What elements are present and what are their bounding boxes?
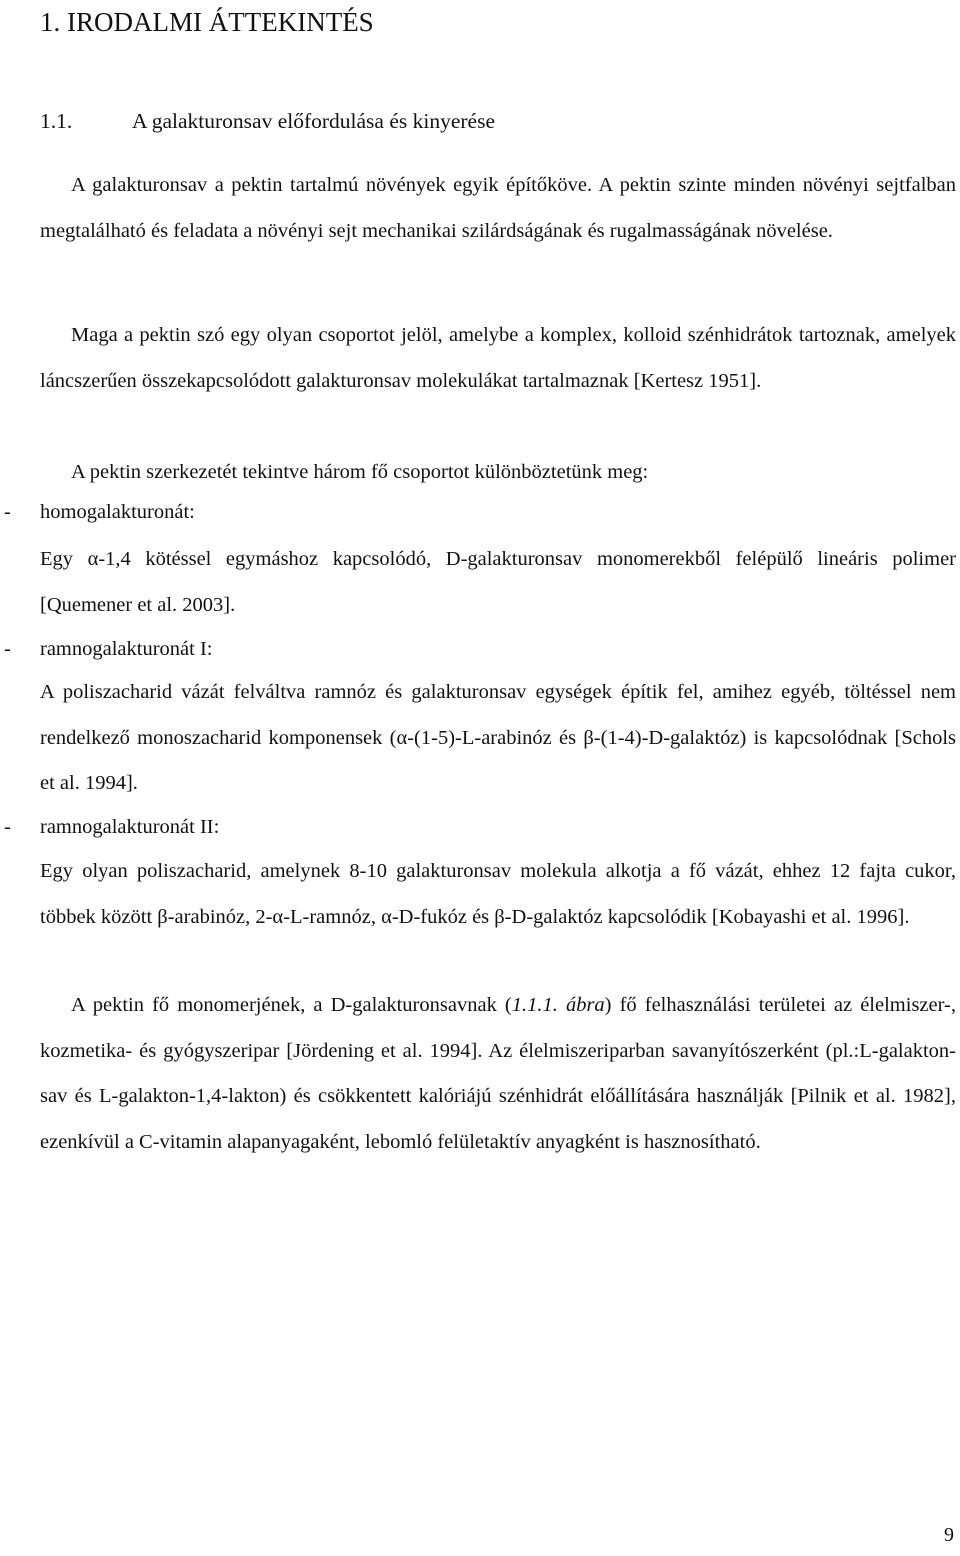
paragraph-text: ) fő felhasználási területei az élelmiszer-, kozmetika- és gyógyszeripar [Jördening et al. 1994]. Az élelmiszeriparban savanyítószerként (pl.:L-galakton-sav és L-galakton-1,4-lakton) és csökkentett kalóriájú szénhidrát előállítására használják [Pilnik et al. 1982], ezenkívül a C-vitamin alapanyagaként, lebomló felületaktív anyagként is hasznosítható. [40,994,956,1153]
list-dash: - [4,816,11,838]
section-heading [40,106,495,136]
list-item-label: ramnogalakturonát I: [40,638,213,660]
section-title: A galakturonsav előfordulása és kinyerése [132,109,495,133]
paragraph-definition: Maga a pektin szó egy olyan csoportot jelöl, amelybe a komplex, kolloid szénhidrátok tartoznak, amelyek láncszerűen összekapcsolódott galakturonsav molekulákat tartalmaznak [Kertesz 1951]. [40,324,956,392]
page-number: 9 [944,1524,954,1546]
list-item-label: homogalakturonát: [40,501,195,523]
list-item-label: ramnogalakturonát II: [40,816,220,838]
figure-reference: 1.1.1. ábra [511,994,605,1016]
list-item-text: A poliszacharid vázát felváltva ramnóz és galakturonsav egységek építik fel, amihez egyéb, töltéssel nem rendelkező monoszacharid komponensek (α-(1-5)-L-arabinóz és β-(1-4)-D-galaktóz) is kapcsolódnak [Schols et al. 1994]. [40,681,956,794]
chapter-heading: 1. IRODALMI ÁTTEKINTÉS [40,7,374,37]
paragraph-text: A pektin fő monomerjének, a D-galakturonsavnak ( [71,994,512,1016]
section-number: 1.1. [40,109,73,133]
list-item-text: Egy α-1,4 kötéssel egymáshoz kapcsolódó, D-galakturonsav monomerekből felépülő lineáris polimer [Quemener et al. 2003]. [40,548,956,616]
paragraph-structure-intro: A pektin szerkezetét tekintve három fő csoportot különböztetünk meg: [71,461,649,483]
paragraph-applications [40,983,956,1165]
list-dash: - [4,501,11,523]
list-item-text: Egy olyan poliszacharid, amelynek 8-10 galakturonsav molekula alkotja a fő vázát, ehhez 12 fajta cukor, többek között β-arabinóz, 2-α-L-ramnóz, α-D-fukóz és β-D-galaktóz kapcsolódik [Kobayashi et al. 1996]. [40,860,956,928]
list-dash: - [4,638,11,660]
paragraph-intro: A galakturonsav a pektin tartalmú növények egyik építőköve. A pektin szinte minden növényi sejtfalban megtalálható és feladata a növényi sejt mechanikai szilárdságának és rugalmasságának növelése. [40,174,956,242]
